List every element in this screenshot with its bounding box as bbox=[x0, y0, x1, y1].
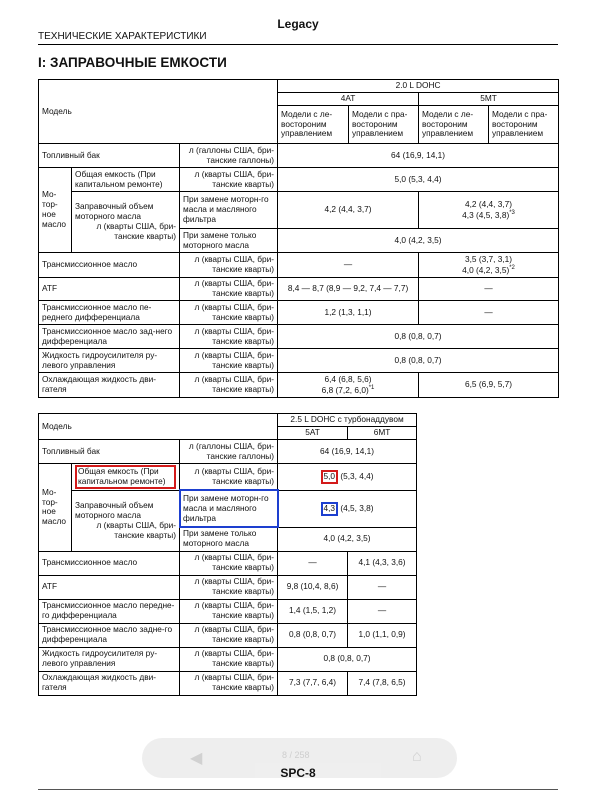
lhd-header: Модели с ле-востороним управлением bbox=[278, 106, 349, 144]
unit-label: л (кварты США, бри-танские кварты) bbox=[180, 599, 278, 623]
atf-at-value: 9,8 (10,4, 8,6) bbox=[278, 575, 348, 599]
oil-total-highlight: Общая емкость (При капитальном ремонте) bbox=[75, 465, 176, 489]
ps-fluid-label: Жидкость гидроусилителя ру-левого управления bbox=[39, 647, 180, 671]
oil-filter-mt-value-2: 4,3 (4,5, 3,8) bbox=[462, 209, 510, 220]
engine-header: 2.0 L DOHC bbox=[278, 80, 559, 93]
chapter-title: I: ЗАПРАВОЧНЫЕ ЕМКОСТИ bbox=[38, 55, 227, 70]
unit-label: л (кварты США, бри-танские кварты) bbox=[180, 278, 278, 301]
atf-label: ATF bbox=[39, 575, 180, 599]
footnote-mark: *3 bbox=[509, 209, 515, 216]
ps-fluid-value: 0,8 (0,8, 0,7) bbox=[278, 647, 417, 671]
oil-filter-mt-value-1: 4,2 (4,4, 3,7) bbox=[465, 198, 513, 209]
trans-oil-at-value: — bbox=[278, 253, 419, 278]
trans-mt-header: 5MT bbox=[419, 93, 559, 106]
rear-diff-mt-value: 1,0 (1,1, 0,9) bbox=[348, 623, 417, 647]
coolant-label: Охлаждающая жидкость дви-гателя bbox=[39, 671, 180, 695]
capacity-table-2-5l-turbo bbox=[38, 413, 417, 696]
coolant-at-value: 7,3 (7,7, 6,4) bbox=[278, 671, 348, 695]
unit-label: л (кварты США, бри-танские кварты) bbox=[180, 301, 278, 325]
oil-only-value: 4,0 (4,2, 3,5) bbox=[278, 229, 559, 253]
document-title: Legacy bbox=[277, 17, 319, 31]
unit-label: л (кварты США, бри-танские кварты) bbox=[180, 168, 278, 192]
unit-label: л (кварты США, бри-танские кварты) bbox=[96, 221, 176, 241]
oil-filter-mt-value bbox=[419, 192, 559, 229]
capacity-table-2-0l bbox=[38, 79, 559, 398]
trans-oil-mt-value: 4,1 (4,3, 3,6) bbox=[348, 551, 417, 575]
unit-label: л (кварты США, бри-танские кварты) bbox=[180, 464, 278, 491]
oil-total-value-highlight: 5,0 bbox=[321, 470, 339, 484]
front-diff-at-value: 1,4 (1,5, 1,2) bbox=[278, 599, 348, 623]
engine-oil-group-label: Мо-тор-ное масло bbox=[39, 464, 72, 552]
atf-at-value: 8,4 — 8,7 (8,9 — 9,2, 7,4 — 7,7) bbox=[278, 278, 419, 301]
model-header: Модель bbox=[39, 414, 278, 440]
coolant-at-value-2: 6,8 (7,2, 6,0) bbox=[321, 384, 369, 395]
oil-total-value bbox=[278, 464, 417, 491]
page-number: SPC-8 bbox=[280, 766, 316, 780]
front-diff-label: Трансмиссионное масло передне-го дифференциала bbox=[39, 599, 180, 623]
oil-only-label: При замене только моторного масла bbox=[180, 527, 278, 551]
trans-oil-mt-value-1: 3,5 (3,7, 3,1) bbox=[465, 253, 513, 264]
rear-diff-label: Трансмиссионное масло задне-го дифференциала bbox=[39, 623, 180, 647]
trans-oil-mt-value-2: 4,0 (4,2, 3,5) bbox=[462, 264, 510, 275]
unit-label: л (кварты США, бри-танские кварты) bbox=[180, 253, 278, 278]
rear-diff-label: Трансмиссионное масло зад-него дифференциала bbox=[39, 325, 180, 349]
trans-at-header: 4AT bbox=[278, 93, 419, 106]
rear-diff-at-value: 0,8 (0,8, 0,7) bbox=[278, 623, 348, 647]
model-header: Модель bbox=[39, 80, 278, 144]
coolant-label: Охлаждающая жидкость дви-гателя bbox=[39, 373, 180, 398]
front-diff-mt-value: — bbox=[348, 599, 417, 623]
fuel-tank-label: Топливный бак bbox=[39, 144, 180, 168]
rear-diff-value: 0,8 (0,8, 0,7) bbox=[278, 325, 559, 349]
unit-label: л (кварты США, бри-танские кварты) bbox=[180, 647, 278, 671]
coolant-at-value-1: 6,4 (6,8, 5,6) bbox=[324, 373, 372, 384]
engine-header: 2.5 L DOHC с турбонаддувом bbox=[278, 414, 417, 427]
trans-oil-label: Трансмиссионное масло bbox=[39, 551, 180, 575]
front-diff-mt-value: — bbox=[419, 301, 559, 325]
trans-oil-label: Трансмиссионное масло bbox=[39, 253, 180, 278]
back-icon[interactable]: ◀ bbox=[190, 750, 203, 767]
fuel-tank-label: Топливный бак bbox=[39, 440, 180, 464]
unit-label: л (кварты США, бри-танские кварты) bbox=[180, 325, 278, 349]
engine-oil-group-label: Мо-тор-ное масло bbox=[39, 168, 72, 253]
coolant-at-value bbox=[278, 373, 419, 398]
coolant-mt-value: 7,4 (7,8, 6,5) bbox=[348, 671, 417, 695]
oil-total-value: 5,0 (5,3, 4,4) bbox=[278, 168, 559, 192]
footnote-mark: *1 bbox=[368, 384, 375, 391]
unit-label: л (галлоны США, бри-танские галлоны) bbox=[180, 440, 278, 464]
rhd-header: Модели с пра-востороним управлением bbox=[489, 106, 559, 144]
header-divider bbox=[38, 44, 558, 45]
trans-oil-at-value: — bbox=[278, 551, 348, 575]
rhd-header: Модели с пра-востороним управлением bbox=[349, 106, 419, 144]
atf-mt-value: — bbox=[348, 575, 417, 599]
oil-filter-label: При замене моторн-го масла и масляного фильтра bbox=[180, 490, 278, 527]
footnote-mark: *2 bbox=[509, 264, 515, 271]
oil-filter-value-highlight: 4,3 bbox=[321, 502, 339, 516]
unit-label: л (кварты США, бри-танские кварты) bbox=[180, 551, 278, 575]
oil-filter-value bbox=[278, 490, 417, 527]
ps-fluid-label: Жидкость гидроусилителя ру-левого управления bbox=[39, 349, 180, 373]
oil-refill-label bbox=[72, 490, 180, 551]
oil-only-label: При замене только моторного масла bbox=[180, 229, 278, 253]
oil-only-value: 4,0 (4,2, 3,5) bbox=[278, 527, 417, 551]
lhd-header: Модели с ле-востороним управлением bbox=[419, 106, 489, 144]
oil-filter-value-rest: (4,5, 3,8) bbox=[338, 502, 374, 513]
oil-refill-label bbox=[72, 192, 180, 253]
trans-at-header: 5AT bbox=[278, 427, 348, 440]
unit-label: л (кварты США, бри-танские кварты) bbox=[180, 623, 278, 647]
trans-oil-mt-value bbox=[419, 253, 559, 278]
oil-filter-label: При замене моторн-го масла и масляного фильтра bbox=[180, 192, 278, 229]
unit-label: л (кварты США, бри-танские кварты) bbox=[180, 671, 278, 695]
oil-refill-name: Заправочный объем моторного масла bbox=[75, 500, 154, 520]
atf-label: ATF bbox=[39, 278, 180, 301]
section-header: ТЕХНИЧЕСКИЕ ХАРАКТЕРИСТИКИ bbox=[38, 31, 207, 42]
home-icon[interactable]: ⌂ bbox=[412, 748, 422, 765]
fuel-tank-value: 64 (16,9, 14,1) bbox=[278, 144, 559, 168]
page-indicator: 8 / 258 bbox=[282, 750, 310, 760]
oil-filter-at-value: 4,2 (4,4, 3,7) bbox=[278, 192, 419, 229]
ps-fluid-value: 0,8 (0,8, 0,7) bbox=[278, 349, 559, 373]
unit-label: л (кварты США, бри-танские кварты) bbox=[180, 349, 278, 373]
fuel-tank-value: 64 (16,9, 14,1) bbox=[278, 440, 417, 464]
oil-total-label: Общая емкость (При капитальном ремонте) bbox=[72, 168, 180, 192]
coolant-mt-value: 6,5 (6,9, 5,7) bbox=[419, 373, 559, 398]
footer-divider bbox=[38, 789, 558, 790]
oil-total-label bbox=[72, 464, 180, 491]
unit-label: л (кварты США, бри-танские кварты) bbox=[180, 373, 278, 398]
oil-refill-name: Заправочный объем моторного масла bbox=[75, 201, 154, 222]
trans-mt-header: 6MT bbox=[348, 427, 417, 440]
atf-mt-value: — bbox=[419, 278, 559, 301]
oil-total-value-rest: (5,3, 4,4) bbox=[338, 470, 374, 481]
front-diff-label: Трансмиссионное масло пе-реднего дифференциала bbox=[39, 301, 180, 325]
unit-label: л (кварты США, бри-танские кварты) bbox=[180, 575, 278, 599]
unit-label: л (галлоны США, бри-танские галлоны) bbox=[180, 144, 278, 168]
unit-label: л (кварты США, бри-танские кварты) bbox=[96, 519, 176, 540]
front-diff-at-value: 1,2 (1,3, 1,1) bbox=[278, 301, 419, 325]
